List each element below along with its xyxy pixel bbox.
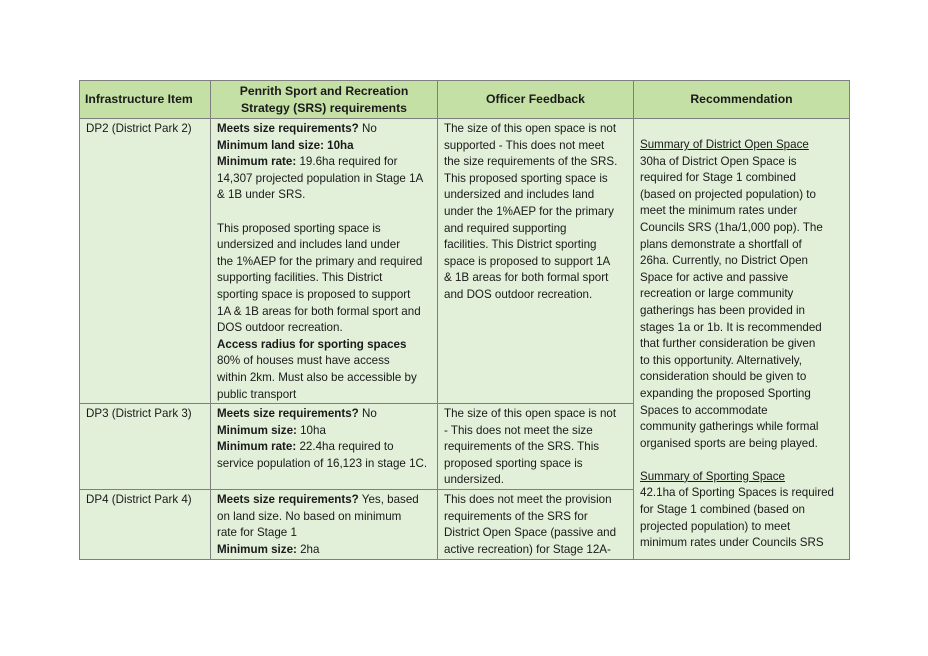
srs-label: Meets size requirements?	[217, 493, 359, 507]
header-infrastructure-item: Infrastructure Item	[80, 81, 211, 119]
feedback-line: and DOS outdoor recreation.	[444, 287, 593, 301]
srs-line: 1A & 1B areas for both formal sport and	[217, 304, 421, 318]
feedback-line: undersized and includes land	[444, 188, 595, 202]
srs-clip	[217, 492, 431, 559]
srs-line: 14,307 projected population in Stage 1A	[217, 171, 424, 185]
recommendation-line: meet the minimum rates under	[640, 204, 798, 218]
feedback-line: facilities. This District sporting	[444, 238, 597, 252]
srs-line: DOS outdoor recreation.	[217, 321, 343, 335]
paragraph-gap	[640, 452, 843, 469]
srs-line	[217, 423, 431, 440]
feedback-line: requirements of the SRS for	[444, 509, 588, 523]
recommendation-line: 26ha. Currently, no District Open	[640, 254, 808, 268]
srs-label: Minimum land size: 10ha	[217, 138, 354, 152]
paragraph-gap	[217, 204, 431, 221]
cell-recommendation	[634, 119, 850, 560]
header-recommendation: Recommendation	[634, 81, 850, 119]
feedback-line: - This does not meet the size	[444, 423, 593, 437]
srs-label: Meets size requirements?	[217, 407, 359, 421]
srs-value: No	[358, 122, 377, 135]
srs-line: & 1B under SRS.	[217, 188, 306, 202]
heading-district-open-space: Summary of District Open Space	[640, 138, 809, 151]
feedback-line: requirements of the SRS. This	[444, 440, 600, 454]
srs-label: Minimum rate:	[217, 440, 297, 454]
header-srs-line1: Penrith Sport and Recreation	[239, 83, 409, 98]
feedback-line: This proposed sporting space is	[444, 171, 608, 185]
recommendation-line: 30ha of District Open Space is	[640, 154, 797, 168]
srs-line: within 2km. Must also be accessible by	[217, 370, 417, 384]
feedback-line: undersized.	[444, 473, 504, 487]
cell-item	[80, 490, 211, 560]
srs-value: No	[358, 407, 377, 421]
srs-line	[217, 439, 431, 456]
srs-value: 22.4ha required to	[296, 440, 394, 454]
cell-item	[80, 119, 211, 404]
recommendation-line: Space for active and passive	[640, 270, 789, 284]
srs-label: Minimum size:	[217, 542, 297, 556]
srs-line: the 1%AEP for the primary and required	[217, 254, 423, 268]
feedback-line: supported - This does not meet	[444, 138, 605, 152]
item-label: DP3 (District Park 3)	[86, 407, 192, 421]
recommendation-line: to this opportunity. Alternatively,	[640, 353, 802, 367]
srs-line: service population of 16,123 in stage 1C.	[217, 456, 428, 470]
feedback-line: and required supporting	[444, 221, 567, 235]
item-label: DP4 (District Park 4)	[86, 493, 192, 507]
recommendation-line: for Stage 1 combined (based on	[640, 503, 805, 517]
srs-line	[217, 121, 431, 138]
srs-line	[217, 138, 431, 155]
item-label: DP2 (District Park 2)	[86, 122, 192, 135]
feedback-line: space is proposed to support 1A	[444, 254, 611, 268]
recommendation-line: required for Stage 1 combined	[640, 171, 796, 185]
header-srs-requirements	[211, 81, 438, 119]
cell-item	[80, 404, 211, 490]
header-officer-feedback: Officer Feedback	[438, 81, 634, 119]
recommendation-heading	[640, 137, 843, 154]
srs-value: Yes, based	[358, 493, 419, 507]
srs-label: Minimum size:	[217, 423, 297, 437]
cell-feedback	[438, 490, 634, 560]
heading-sporting-space: Summary of Sporting Space	[640, 469, 785, 483]
recommendation-line: plans demonstrate a shortfall of	[640, 237, 802, 251]
recommendation-line: organised sports are being played.	[640, 436, 818, 450]
srs-label: Access radius for sporting spaces	[217, 337, 407, 351]
srs-line: 80% of houses must have access	[217, 354, 390, 368]
recommendation-line: that further consideration be given	[640, 337, 816, 351]
recommendation-line: consideration should be given to	[640, 370, 807, 384]
cell-feedback	[438, 119, 634, 404]
srs-line: on land size. No based on minimum	[217, 509, 402, 523]
recommendation-clip	[640, 137, 843, 549]
srs-value: 19.6ha required for	[296, 155, 398, 169]
recommendation-line: projected population) to meet	[640, 519, 791, 533]
srs-line: supporting facilities. This District	[217, 271, 383, 285]
header-row	[80, 81, 850, 119]
recommendation-line: recreation or large community	[640, 287, 794, 301]
table-row	[80, 119, 850, 404]
srs-line: sporting space is proposed to support	[217, 287, 411, 301]
cell-srs	[211, 119, 438, 404]
feedback-line: & 1B areas for both formal sport	[444, 271, 609, 285]
recommendation-line: gatherings has been provided in	[640, 303, 806, 317]
header-srs-line2: Strategy (SRS) requirements	[241, 100, 407, 115]
feedback-line: active recreation) for Stage 12A-	[444, 542, 611, 556]
srs-label: Meets size requirements?	[217, 122, 359, 135]
recommendation-line: community gatherings while formal	[640, 420, 819, 434]
recommendation-line: Spaces to accommodate	[640, 403, 768, 417]
feedback-line: proposed sporting space is	[444, 456, 583, 470]
srs-value: 2ha	[296, 542, 320, 556]
recommendation-line: (based on projected population) to	[640, 187, 816, 201]
recommendation-line: Councils SRS (1ha/1,000 pop). The	[640, 220, 823, 234]
feedback-line: The size of this open space is not	[444, 122, 617, 135]
srs-line	[217, 154, 431, 171]
srs-line: undersized and includes land under	[217, 238, 401, 252]
feedback-line: District Open Space (passive and	[444, 526, 617, 540]
srs-line	[217, 492, 431, 509]
feedback-line: This does not meet the provision	[444, 493, 612, 507]
srs-line: This proposed sporting space is	[217, 221, 381, 235]
infrastructure-table	[79, 80, 850, 560]
recommendation-line: 42.1ha of Sporting Spaces is required	[640, 486, 834, 500]
srs-value: 10ha	[296, 423, 326, 437]
cell-srs	[211, 404, 438, 490]
cell-srs	[211, 490, 438, 560]
srs-line	[217, 337, 431, 354]
srs-line	[217, 542, 431, 559]
feedback-clip	[444, 492, 627, 559]
recommendation-line: stages 1a or 1b. It is recommended	[640, 320, 822, 334]
feedback-line: The size of this open space is not	[444, 407, 617, 421]
recommendation-line: minimum rates under Councils SRS	[640, 536, 824, 549]
srs-line: rate for Stage 1	[217, 526, 297, 540]
srs-line	[217, 406, 431, 423]
srs-line: public transport	[217, 387, 297, 401]
cell-feedback	[438, 404, 634, 490]
feedback-line: the size requirements of the SRS.	[444, 155, 618, 169]
srs-label: Minimum rate:	[217, 155, 297, 169]
recommendation-heading	[640, 469, 843, 486]
feedback-line: under the 1%AEP for the primary	[444, 204, 614, 218]
recommendation-line: expanding the proposed Sporting	[640, 386, 811, 400]
